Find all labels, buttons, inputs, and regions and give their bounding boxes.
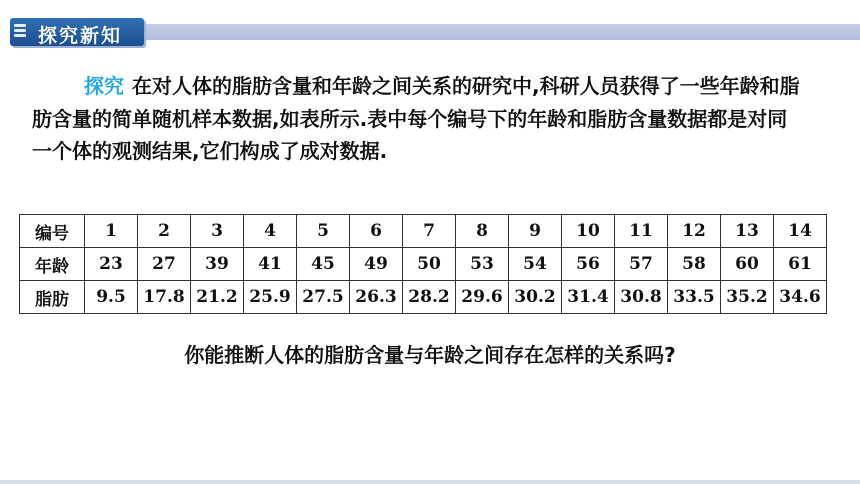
table-cell: 53 xyxy=(456,248,509,281)
table-cell: 14 xyxy=(774,215,827,248)
table-cell: 45 xyxy=(297,248,350,281)
table-cell: 30.2 xyxy=(509,281,562,314)
table-cell: 10 xyxy=(562,215,615,248)
table-cell: 21.2 xyxy=(191,281,244,314)
table-cell: 60 xyxy=(721,248,774,281)
table-cell: 2 xyxy=(138,215,191,248)
section-header xyxy=(0,18,860,46)
row-header: 年龄 xyxy=(20,248,85,281)
list-icon xyxy=(14,24,26,40)
table-cell: 50 xyxy=(403,248,456,281)
table-cell: 9.5 xyxy=(85,281,138,314)
table-cell: 17.8 xyxy=(138,281,191,314)
table-cell: 8 xyxy=(456,215,509,248)
table-cell: 25.9 xyxy=(244,281,297,314)
table-cell: 11 xyxy=(615,215,668,248)
footer-divider xyxy=(0,480,860,484)
table-cell: 39 xyxy=(191,248,244,281)
explore-text: 在对人体的脂肪含量和年龄之间关系的研究中,科研人员获得了一些年龄和脂肪含量的简单随机样本数据,如表所示.表中每个编号下的年龄和脂肪含量数据都是对同一个体的观测结果,它们构成了成对数据. xyxy=(32,74,800,163)
header-strip xyxy=(140,24,860,40)
table-cell: 56 xyxy=(562,248,615,281)
table-cell: 1 xyxy=(85,215,138,248)
table-cell: 9 xyxy=(509,215,562,248)
table-cell: 31.4 xyxy=(562,281,615,314)
table-row xyxy=(20,281,827,314)
table-cell: 33.5 xyxy=(668,281,721,314)
table-cell: 58 xyxy=(668,248,721,281)
table-cell: 54 xyxy=(509,248,562,281)
table-cell: 23 xyxy=(85,248,138,281)
table-cell: 29.6 xyxy=(456,281,509,314)
table-cell: 7 xyxy=(403,215,456,248)
table-cell: 27.5 xyxy=(297,281,350,314)
section-tab xyxy=(10,18,144,46)
table-cell: 49 xyxy=(350,248,403,281)
question-text: 你能推断人体的脂肪含量与年龄之间存在怎样的关系吗? xyxy=(184,343,676,367)
table-row xyxy=(20,215,827,248)
table-cell: 6 xyxy=(350,215,403,248)
table-cell: 57 xyxy=(615,248,668,281)
table-cell: 5 xyxy=(297,215,350,248)
table-cell: 28.2 xyxy=(403,281,456,314)
table-cell: 27 xyxy=(138,248,191,281)
data-table xyxy=(19,214,827,314)
table-cell: 41 xyxy=(244,248,297,281)
table-cell: 30.8 xyxy=(615,281,668,314)
section-title: 探究新知 xyxy=(38,25,123,47)
table-row xyxy=(20,248,827,281)
row-header: 脂肪 xyxy=(20,281,85,314)
table-cell: 61 xyxy=(774,248,827,281)
table-cell: 13 xyxy=(721,215,774,248)
table-cell: 3 xyxy=(191,215,244,248)
table-cell: 26.3 xyxy=(350,281,403,314)
table-cell: 34.6 xyxy=(774,281,827,314)
row-header: 编号 xyxy=(20,215,85,248)
table-cell: 35.2 xyxy=(721,281,774,314)
table-cell: 4 xyxy=(244,215,297,248)
explore-paragraph xyxy=(32,70,802,168)
explore-label: 探究 xyxy=(84,74,124,98)
table-cell: 12 xyxy=(668,215,721,248)
